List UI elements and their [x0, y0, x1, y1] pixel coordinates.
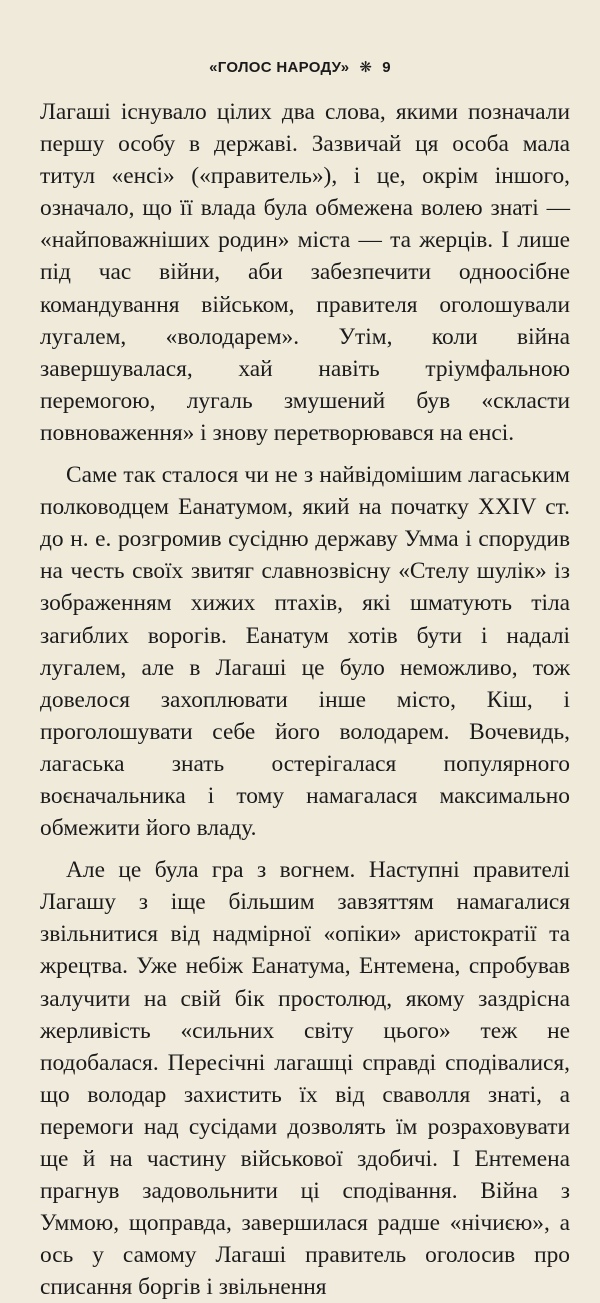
- running-head: [0, 58, 600, 76]
- running-head-title: «ГОЛОС НАРОДУ»: [209, 59, 350, 76]
- paragraph-2: Саме так сталося чи не з найвідомішим лагаським полководцем Еанатумом, який на початку XXIV ст. до н. е. розгромив сусідню державу Умма і спорудив на честь своїх звитяг славнозвісну «Стелу шулік» із зображенням хижих птахів, які шматують тіла загиблих ворогів. Еанатум хотів бути і надалі лугалем, але в Лагаші це було неможливо, тож довелося захоплювати інше місто, Кіш, і проголошувати себе його володарем. Вочевидь, лагаська знать остерігалася популярного воєначальника і тому намагалася максимально обмежити його владу.: [40, 462, 570, 842]
- page-number: 9: [382, 59, 391, 76]
- body-text: [40, 96, 570, 1303]
- paragraph-3: Але це була гра з вогнем. Наступні правителі Лагашу з іще більшим завзяттям намагалися звільнитися від надмірної «опіки» аристократії та жрецтва. Уже небіж Еанатума, Ентемена, спробував залучити на свій бік простолюд, якому заздрісна жерливість «сильних світу цього» теж не подобалася. Пересічні лагашці справді сподівалися, що володар захистить їх від сваволля знаті, а перемоги над сусідами дозволять їм розраховувати ще й на частину військової здобичі. І Ентемена прагнув задовольнити ці сподівання. Війна з Уммою, щоправда, завершилася радше «нічиєю», а ось у самому Лагаші правитель оголосив про списання боргів і звільнення: [40, 857, 570, 1301]
- paragraph-1: Лагаші існувало цілих два слова, якими позначали першу особу в державі. Зазвичай ця особа мала титул «енсі» («правитель»), і це, окрім іншого, означало, що її влада була обмежена волею знаті — «найповажніших родин» міста — та жерців. І лише під час війни, аби забезпечити одноосібне командування військом, правителя оголошували лугалем, «володарем». Утім, коли війна завершувалася, хай навіть тріумфальною перемогою, лугаль змушений був «скласти повноваження» і знову перетворювався на енсі.: [40, 99, 570, 446]
- ornament-icon: ❋: [359, 59, 373, 76]
